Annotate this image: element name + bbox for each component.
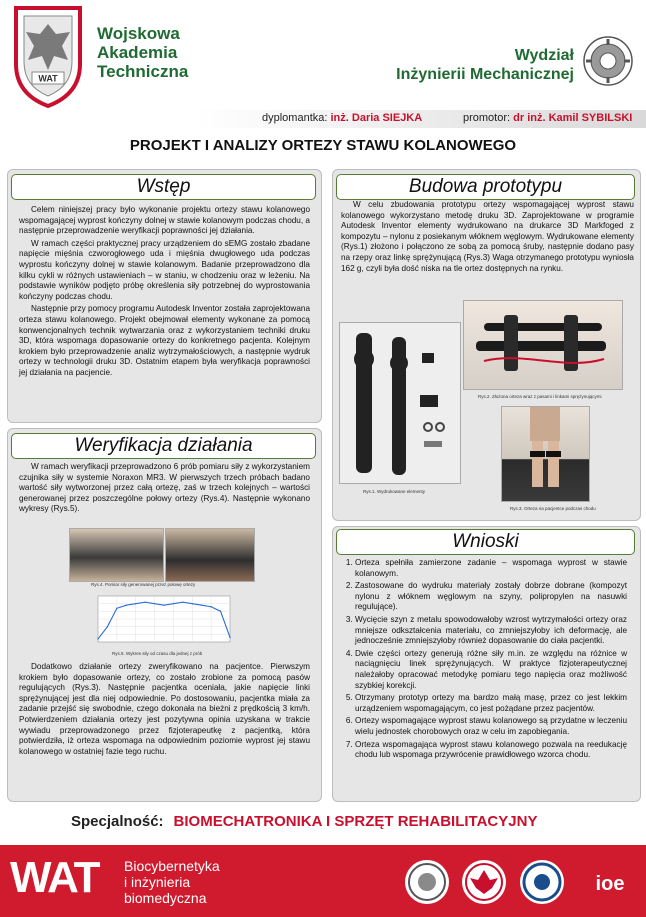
university-line-2: Akademia [97, 43, 178, 62]
chart-point [107, 626, 108, 627]
author-label: dyplomantka: [262, 112, 328, 124]
weryfikacja-panel [7, 428, 322, 802]
wstep-paragraph: W ramach części praktycznej pracy urządzeniem do sEMG zostało zbadane napięcie mięśnia czworogłowego uda i mięśnia dwugłowego uda podczas wyprostu kończyny dolnej w stawie kolanowym. Badanie przeprowadzono dla kilku cykli w różnych ustawieniach – w staniu, w chodzeniu oraz w leżeniu. Na podstawie wyników podjęto próbę określenia siły potrzebnej do wyprostowania kończyny podczas chodu. [19, 238, 310, 301]
wstep-body [19, 205, 310, 381]
fig5-caption: Rys.5. Wykres siły od czasu dla jednej z prób [112, 651, 203, 656]
chart-point [97, 638, 98, 639]
conclusion-item: 6. Ortezy wspomagające wyprost stawu kolanowego są przydatne w leczeniu wielu jednostek chorobowych oraz w celu im zapobiegania. [355, 716, 627, 737]
wstep-panel [7, 169, 322, 423]
footer-logo-seal-1 [405, 860, 449, 904]
chart-point [126, 605, 127, 606]
assembled-orthosis-drawing [464, 301, 622, 389]
chart-point [173, 603, 174, 604]
budowa-panel [332, 169, 641, 521]
chart-point [220, 611, 221, 612]
chart-point [116, 608, 117, 609]
chart-point [163, 605, 164, 606]
author-name: inż. Daria SIEJKA [330, 112, 423, 124]
weryfikacja-body-bottom [19, 662, 310, 759]
promotor-label: promotor: [463, 112, 511, 124]
force-time-chart [86, 592, 234, 650]
footer-logo-seal-2 [520, 860, 564, 904]
weryfikacja-paragraph: Dodatkowo działanie ortezy zweryfikowano na pacjentce. Pierwszym krokiem było dopasowanie ortezy, co zostało zrobione za pomocą pasów regulujących (Rys.3). Następnie pacjentka oceniała, jakie napięcie linki sprężynującej jest dla niej odpowiednie. Po dostosowaniu, pacjentka miała za zadanie przejść się swobodnie, czego dokonała na bieżni z prędkością 3 km/h. Potwierdzeniem działania ortezy jest pozytywna opinia uzyskana w trakcie wywiadu przeprowadzonego przez fizjoterapeutkę z pacjentką, która potwierdziła, iż orteza wspomaga na odpowiednim poziomie wyprost jej stawu kolanowego w ostatniej fazie tego ruchu. [19, 662, 310, 756]
chart-point [210, 606, 211, 607]
printed-elements-drawing [340, 323, 460, 483]
wstep-paragraph: Następnie przy pomocy programu Autodesk Inventor została zaprojektowana orteza stawu kolanowego. Projekt obejmował elementy wykonane za pomocą konwencjonalnych technik wytwarzania oraz z wykorzystaniem techniki druku 3D, która wspomaga dopasowanie ortezy do konkretnego pacjenta. Kolejnym krokiem było przeprowadzenie analiz wytrzymałościowych, a następnie wydruk ortezy w technologii druku 3D. Ostatnim etapem była weryfikacja poprawności jej działania na pacjencie. [19, 304, 310, 377]
fig1-caption: Rys.1. Wydrukowane elementy [363, 489, 425, 494]
faculty-line-2: Inżynierii Mechanicznej [396, 66, 574, 83]
wnioski-panel [332, 526, 641, 802]
promotor [463, 112, 632, 124]
wnioski-body [341, 558, 627, 763]
conclusion-item: 2. Zastosowane do wydruku materiały zostały dobrze dobrane (kompozyt nylonu z włóknem węglowym na szyny, polipropylen na nasuwki regulujące). [355, 581, 627, 613]
weryfikacja-heading: Weryfikacja działania [11, 433, 316, 459]
university-line-3: Techniczna [97, 62, 189, 81]
weryfikacja-paragraph: W ramach weryfikacji przeprowadzono 6 prób pomiaru siły z wykorzystaniem czujnika siły w systemie Noraxon MR3. W pierwszych trzech próbach badano wartość siły wytworzonej przez całą ortezę, zaś w trzech kolejnych – wartości generowanej przez poszczególne połowy ortezy (Rys.4). Następnie wykonano wykresy (Rys.5). [19, 462, 310, 514]
faculty-name [396, 46, 574, 84]
program-line-1: Biocybernetyka [124, 858, 220, 874]
wat-brand: WAT [10, 853, 99, 902]
conclusions-list [341, 558, 627, 761]
fig2-caption: Rys.2. Złożona orteza wraz z pasami i linkami sprężynującymi [478, 394, 602, 399]
chart-point [229, 637, 230, 638]
chart-point [144, 601, 145, 602]
chart-point [201, 605, 202, 606]
wstep-heading: Wstęp [11, 174, 316, 200]
fig1-photo [339, 322, 461, 484]
promotor-name: dr inż. Kamil SYBILSKI [513, 112, 633, 124]
conclusion-item: 5. Otrzymany prototyp ortezy ma bardzo małą masę, przez co jest lekkim urządzeniem wspomagającym, co jest pożądane przez pacjentów. [355, 693, 627, 714]
specialization [71, 813, 537, 830]
program-name [124, 858, 220, 906]
author [262, 112, 422, 124]
wat-eagle-logo [10, 4, 86, 108]
program-line-3: biomedyczna [124, 890, 207, 906]
svg-text:ioe: ioe [595, 873, 625, 895]
conclusion-item: 4. Dwie części ortezy generują różne siły m.in. ze względu na różnice w naciągnięciu linek sprężynujących. W praktyce fizjoterapeutycznej należałoby opracować metodykę pomiaru tego napięcia oraz możliwość szybkiej korekcji. [355, 649, 627, 691]
fig3-caption: Rys.3. Orteza na pacjentce podczas chodu [510, 506, 596, 511]
fig4-photo-left [69, 528, 164, 582]
fig2-photo [463, 300, 623, 390]
weryfikacja-body-top [19, 462, 310, 517]
specialization-value: BIOMECHATRONIKA I SPRZĘT REHABILITACYJNY [173, 813, 538, 830]
faculty-line-1: Wydział [514, 47, 574, 64]
budowa-body [341, 200, 634, 276]
chart-point [182, 601, 183, 602]
chart-point [135, 603, 136, 604]
wnioski-heading: Wnioski [336, 529, 635, 555]
chart-point [154, 603, 155, 604]
budowa-heading: Budowa prototypu [336, 174, 635, 200]
svg-text:WAT: WAT [38, 73, 58, 84]
conclusion-item: 1. Orteza spełniła zamierzone zadanie – wspomaga wyprost w stawie kolanowym. [355, 558, 627, 579]
conclusion-item: 3. Wycięcie szyn z metalu spowodowałoby wzrost wytrzymałości ortezy oraz mniejsze odkształcenia materiału, co zmniejszyłoby ich deformację, ale jednocześnie zmniejszyłoby również dopasowanie do ciała pacjentki. [355, 615, 627, 647]
specialization-label: Specjalność: [71, 813, 164, 830]
footer-logo-ioe [585, 860, 629, 904]
fig4-caption: Rys.4. Pomiar siły generowanej przez połowę ortezy [91, 582, 196, 587]
program-line-2: i inżynieria [124, 874, 191, 890]
university-name [97, 24, 188, 81]
footer-logo-eagle [462, 860, 506, 904]
university-line-1: Wojskowa [97, 24, 180, 43]
patient-drawing [502, 407, 589, 501]
faculty-gear-logo [582, 35, 634, 87]
budowa-paragraph: W celu zbudowania prototypu ortezy wspomagającej wyprost stawu kolanowego wykorzystano metodę druku 3D. Zaprojektowane w programie Autodesk Inventor elementy wydrukowano na drukarce 3D Markfoged z kompozytu – nylonu z posiekanym włóknem węglowym. Wydrukowane elementy (Rys.1) złożono i połączono ze sobą za pomocą śruby, następnie dodano pasy na rzepy oraz linkę sprężynującą (Rys.3) Waga otrzymanego prototypu wyniosła 162 g, czyli była dość niska na tle ortez dostępnych na rynku. [341, 200, 634, 273]
chart-point [192, 603, 193, 604]
poster-title: PROJEKT I ANALIZY ORTEZY STAWU KOLANOWEGO [129, 137, 517, 154]
wstep-paragraph: Celem niniejszej pracy było wykonanie projektu ortezy stawu kolanowego wspomagającej wyprost kończyny dolnej w stawie kolanowym podczas chodu, a następnie przeprowadzenie weryfikacji poprawności jej działania. [19, 205, 310, 236]
fig4-photo-right [165, 528, 255, 582]
fig3-photo [501, 406, 590, 502]
conclusion-item: 7. Orteza wspomagająca wyprost stawu kolanowego pozwala na reedukację chodu lub wspomaga przywrócenie prawidłowego wzorca chodu. [355, 740, 627, 761]
